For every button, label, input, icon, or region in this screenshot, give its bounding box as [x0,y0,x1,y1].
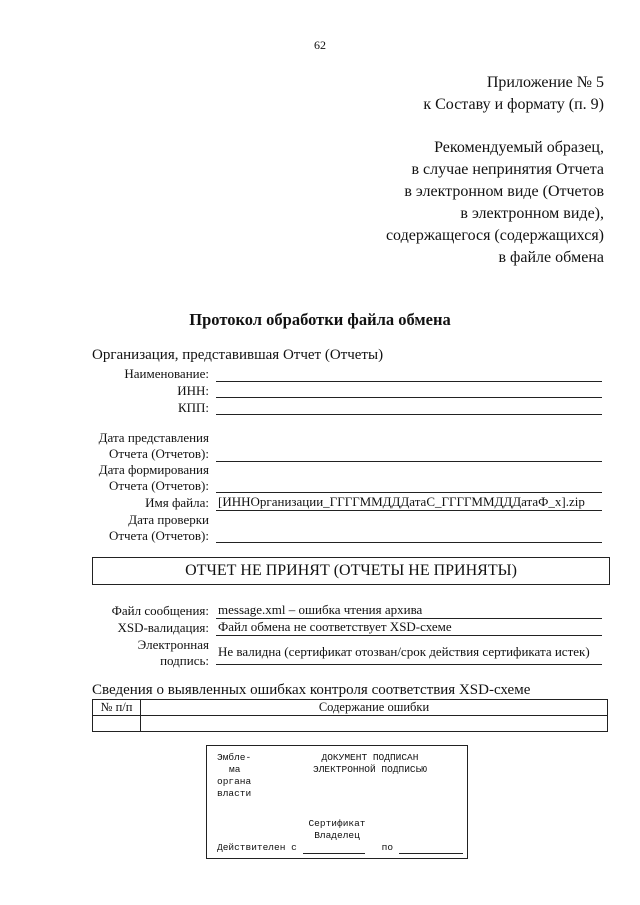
sample-note-line: в случае непринятия Отчета [411,161,604,178]
table-header-row [93,700,608,716]
filename-line [216,510,602,511]
check-date-line [216,542,602,543]
inn-label: ИНН: [177,383,209,398]
xsd-label: XSD-валидация: [117,620,209,635]
submit-date-line [216,461,602,462]
authority-emblem-placeholder [217,752,267,800]
signature-label-2: подпись: [160,653,209,668]
submit-date-label-2: Отчета (Отчетов): [108,446,209,461]
owner-label: Владелец [314,830,360,841]
check-date-label-1: Дата проверки [128,512,209,527]
electronic-signature-stamp [206,745,468,859]
appendix-line-1: Приложение № 5 [486,74,604,91]
document-title: Протокол обработки файла обмена [189,310,451,329]
certificate-label: Сертификат [308,818,366,829]
emblem-text-line: Эмбле- [217,752,252,763]
emblem-text-line: органа [217,776,252,787]
message-file-value: message.xml – ошибка чтения архива [218,602,423,617]
column-header-content: Содержание ошибки [141,700,608,716]
name-field-line [216,381,602,382]
message-file-label: Файл сообщения: [111,603,209,618]
table-row [93,716,608,732]
validity-row [217,842,463,854]
valid-from-blank [303,843,365,854]
signed-notice [275,752,465,776]
signature-line [216,664,602,665]
inn-field-line [216,397,602,398]
emblem-text-line: ма [229,764,241,775]
organization-heading: Организация, представившая Отчет (Отчеты) [92,347,384,363]
sample-note-line: в файле обмена [498,249,604,266]
emblem-text-line: власти [217,788,252,799]
valid-to-blank [399,843,463,854]
name-label: Наименование: [124,366,209,381]
signature-value: Не валидна (сертификат отозван/срок действия сертификата истек) [218,644,590,659]
xsd-line [216,635,602,636]
errors-table [92,699,608,732]
table-cell [93,716,141,732]
sample-note-line: в электронном виде), [460,205,604,222]
xsd-value: Файл обмена не соответствует XSD-схеме [218,619,452,634]
signed-line-1: ДОКУМЕНТ ПОДПИСАН [321,752,419,763]
kpp-field-line [216,414,602,415]
table-cell [141,716,608,732]
kpp-label: КПП: [177,400,209,415]
filename-value: [ИННОрганизации_ГГГГММДДДатаС_ГГГГММДДДатаФ_x].zip [218,494,585,509]
valid-from-label: Действителен с [217,842,297,853]
page-number: 62 [314,38,326,52]
status-banner: ОТЧЕТ НЕ ПРИНЯТ (ОТЧЕТЫ НЕ ПРИНЯТЫ) [92,557,610,585]
check-date-label-2: Отчета (Отчетов): [108,528,209,543]
submit-date-label-1: Дата представления [98,430,209,445]
sample-note-line: содержащегося (содержащихся) [385,227,604,244]
sample-note-line: в электронном виде (Отчетов [404,183,604,200]
appendix-header [423,72,604,116]
errors-heading: Сведения о выявленных ошибках контроля соответствия XSD-схеме [92,682,531,698]
sample-note-line: Рекомендуемый образец, [434,139,604,156]
certificate-block [207,818,467,842]
column-header-number: № п/п [93,700,141,716]
signed-line-2: ЭЛЕКТРОННОЙ ПОДПИСЬЮ [312,764,428,775]
form-date-line [216,492,602,493]
sample-note [386,137,604,269]
form-date-label-1: Дата формирования [98,462,209,477]
appendix-line-2: к Составу и формату (п. 9) [423,96,604,113]
valid-to-label: по [381,842,394,853]
form-date-label-2: Отчета (Отчетов): [108,478,209,493]
filename-label: Имя файла: [145,495,209,510]
signature-label-1: Электронная [137,637,209,652]
